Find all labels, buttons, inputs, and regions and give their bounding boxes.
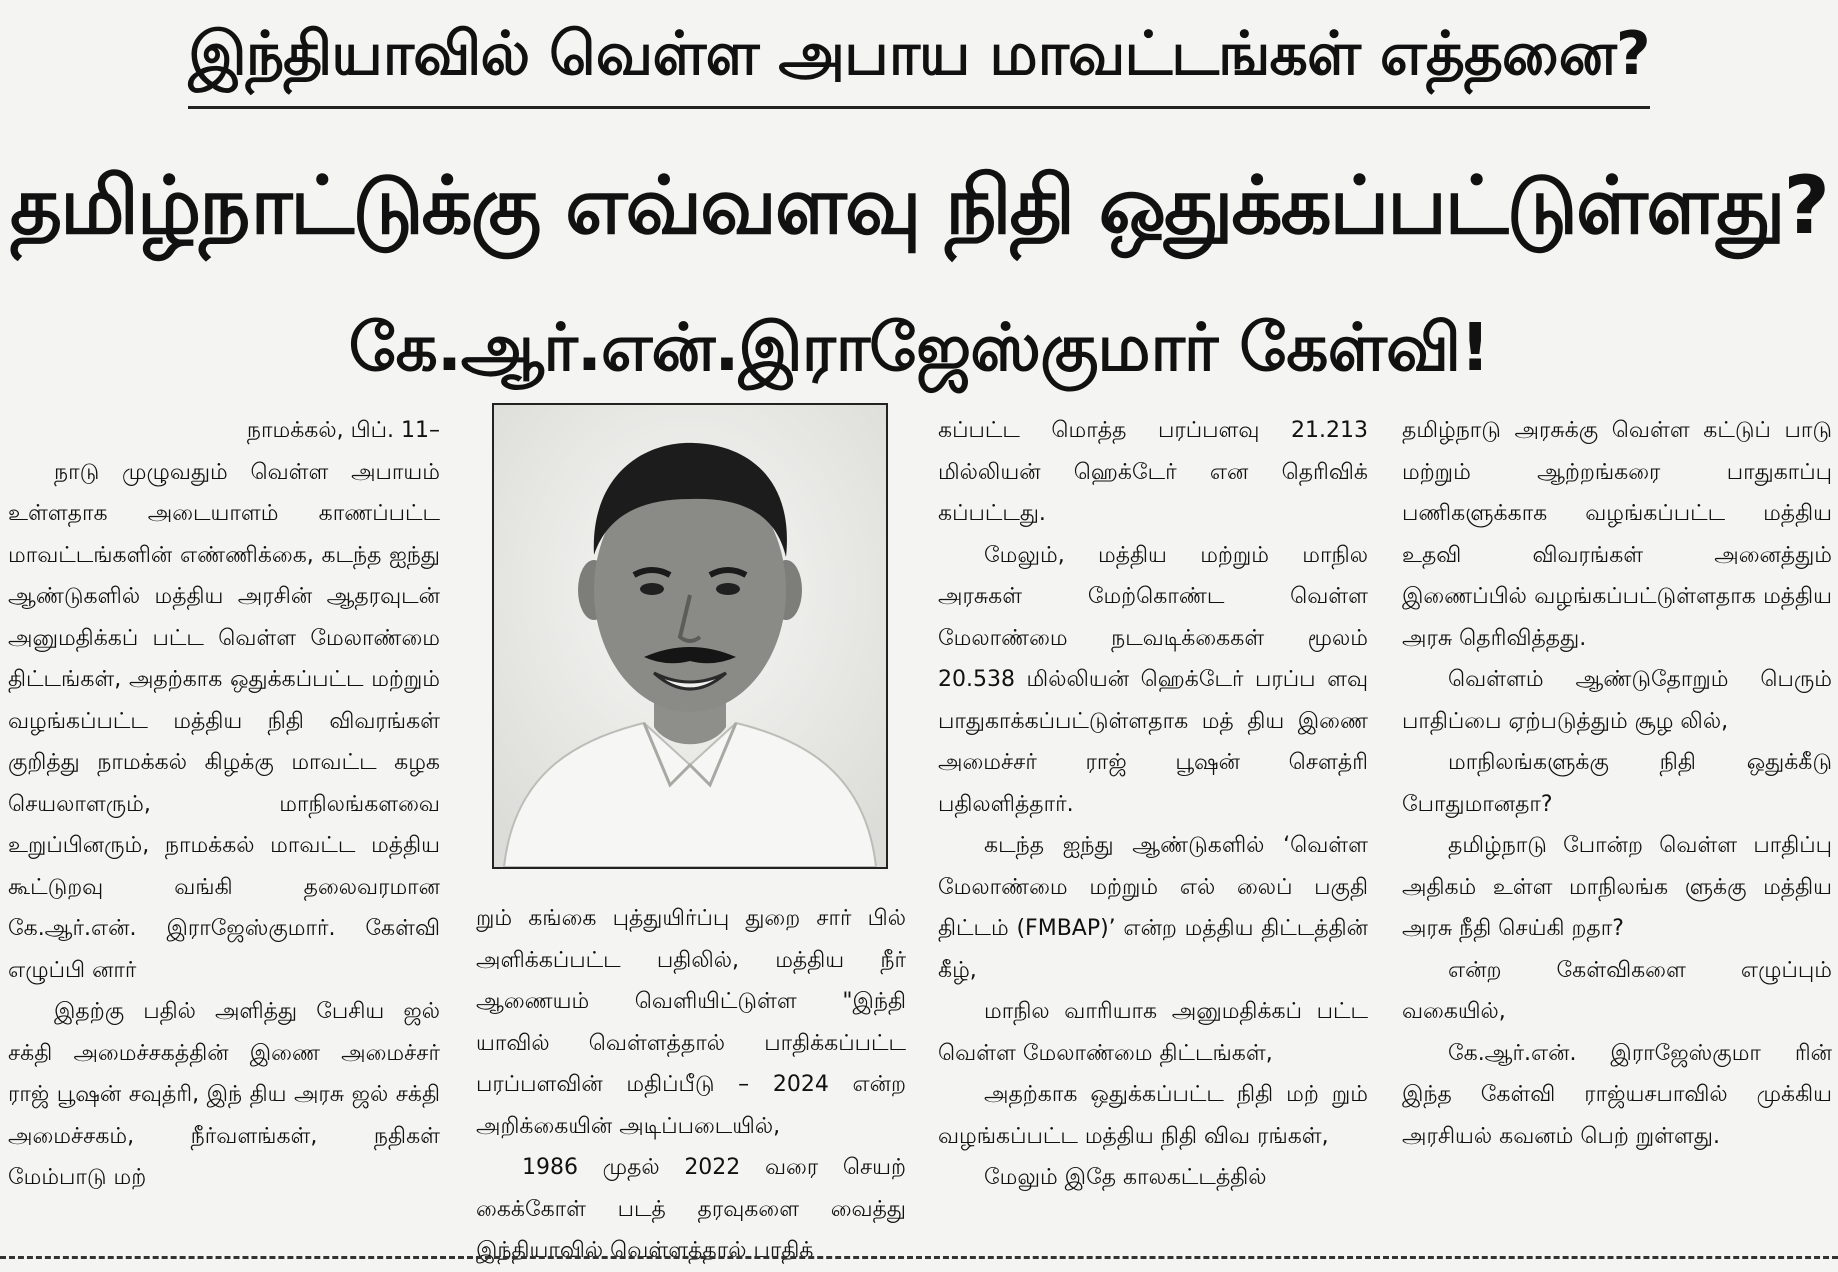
paragraph: மேலும் இதே காலகட்டத்தில் bbox=[984, 1165, 1267, 1190]
paragraph: கே.ஆர்.என். இராஜேஸ்குமா ரின் இந்த கேள்வி ராஜ்யசபாவில் முக்கிய அரசியல் கவனம் பெற் றுள்ளது. bbox=[1402, 1040, 1832, 1149]
article-column-1 bbox=[8, 410, 440, 1199]
paragraph: றும் கங்கை புத்துயிர்ப்பு துறை சார் பில் அளிக்கப்பட்ட பதிலில், மத்திய நீர் ஆணையம் வெளியிட்டுள்ள "இந்தி யாவில் வெள்ளத்தால் பாதிக்கப்பட்ட பரப்பளவின் மதிப்பீடு – 2024 என்ற அறிக்கையின் அடிப்படையில், bbox=[476, 906, 906, 1139]
paragraph: மாநில வாரியாக அனுமதிக்கப் பட்ட வெள்ள மேலாண்மை திட்டங்கள், bbox=[938, 999, 1368, 1066]
paragraph: 1986 முதல் 2022 வரை செயற் கைக்கோள் படத் தரவுகளை வைத்து இந்தியாவில் வெள்ளத்தால் பாதிக் bbox=[476, 1155, 906, 1263]
bottom-dashed-rule bbox=[0, 1256, 1838, 1259]
article-column-4 bbox=[1402, 410, 1832, 1157]
article-column-3 bbox=[938, 410, 1368, 1199]
dateline: நாமக்கல், பிப். 11– bbox=[246, 418, 440, 443]
paragraph: தமிழ்நாடு அரசுக்கு வெள்ள கட்டுப் பாடு மற்றும் ஆற்றங்கரை பாதுகாப்பு பணிகளுக்காக வழங்கப்பட்ட மத்திய உதவி விவரங்கள் அனைத்தும் இணைப்பில் வழங்கப்பட்டுள்ளதாக மத்திய அரசு தெரிவித்தது. bbox=[1402, 418, 1832, 651]
paragraph: மேலும், மத்திய மற்றும் மாநில அரசுகள் மேற்கொண்ட வெள்ள மேலாண்மை நடவடிக்கைகள் மூலம் 20.538 மில்லியன் ஹெக்டேர் பரப்ப ளவு பாதுகாக்கப்பட்டுள்ளதாக மத் திய இணை அமைச்சர் ராஜ் பூஷன் சௌத்ரி பதிலளித்தார். bbox=[938, 542, 1368, 817]
paragraph: என்ற கேள்விகளை எழுப்பும் வகையில், bbox=[1402, 957, 1832, 1024]
person-photo bbox=[492, 403, 888, 869]
paragraph: வெள்ளம் ஆண்டுதோறும் பெரும் பாதிப்பை ஏற்படுத்தும் சூழ லில், bbox=[1402, 667, 1832, 734]
paragraph: நாடு முழுவதும் வெள்ள அபாயம் உள்ளதாக அடையாளம் காணப்பட்ட மாவட்டங்களின் எண்ணிக்கை, கடந்த ஐந்து ஆண்டுகளில் மத்திய அரசின் ஆதரவுடன் அனுமதிக்கப் பட்ட வெள்ள மேலாண்மை திட்டங்கள், அதற்காக ஒதுக்கப்பட்ட மற்றும் வழங்கப்பட்ட மத்திய நிதி விவரங்கள் குறித்து நாமக்கல் கிழக்கு மாவட்ட கழக செயலாளரும், மாநிலங்களவை உறுப்பினரும், நாமக்கல் மாவட்ட மத்திய கூட்டுறவு வங்கி தலைவரமான கே.ஆர்.என். இராஜேஸ்குமார். கேள்வி எழுப்பி னார் bbox=[8, 459, 440, 983]
sub-headline: கே.ஆர்.என்.இராஜேஸ்குமார் கேள்வி! bbox=[348, 309, 1490, 386]
main-headline: தமிழ்நாட்டுக்கு எவ்வளவு நிதி ஒதுக்கப்பட்டுள்ளது? bbox=[10, 159, 1828, 252]
paragraph: தமிழ்நாடு போன்ற வெள்ள பாதிப்பு அதிகம் உள்ள மாநிலங்க ளுக்கு மத்திய அரசு நீதி செய்கி றதா? bbox=[1402, 833, 1832, 941]
kicker-heading: இந்தியாவில் வெள்ள அபாய மாவட்டங்கள் எத்தனை? bbox=[188, 19, 1650, 89]
paragraph: மாநிலங்களுக்கு நிதி ஒதுக்கீடு போதுமானதா? bbox=[1402, 750, 1832, 817]
paragraph: கடந்த ஐந்து ஆண்டுகளில் ‘வெள்ள மேலாண்மை மற்றும் எல் லைப் பகுதி திட்டம் (FMBAP)’ என்ற மத்திய திட்டத்தின் கீழ், bbox=[938, 833, 1368, 983]
kicker-underline bbox=[188, 106, 1650, 109]
paragraph: கப்பட்ட மொத்த பரப்பளவு 21.213 மில்லியன் ஹெக்டேர் என தெரிவிக் கப்பட்டது. bbox=[938, 418, 1368, 526]
person-portrait-icon bbox=[494, 405, 886, 867]
paragraph: அதற்காக ஒதுக்கப்பட்ட நிதி மற் றும் வழங்கப்பட்ட மத்திய நிதி விவ ரங்கள், bbox=[938, 1082, 1368, 1149]
paragraph: இதற்கு பதில் அளித்து பேசிய ஜல் சக்தி அமைச்சகத்தின் இணை அமைச்சர் ராஜ் பூஷன் சவுத்ரி, இந் திய அரசு ஜல் சக்தி அமைச்சகம், நீர்வளங்கள், நதிகள் மேம்பாடு மற் bbox=[8, 999, 440, 1190]
article-column-2 bbox=[476, 898, 906, 1272]
